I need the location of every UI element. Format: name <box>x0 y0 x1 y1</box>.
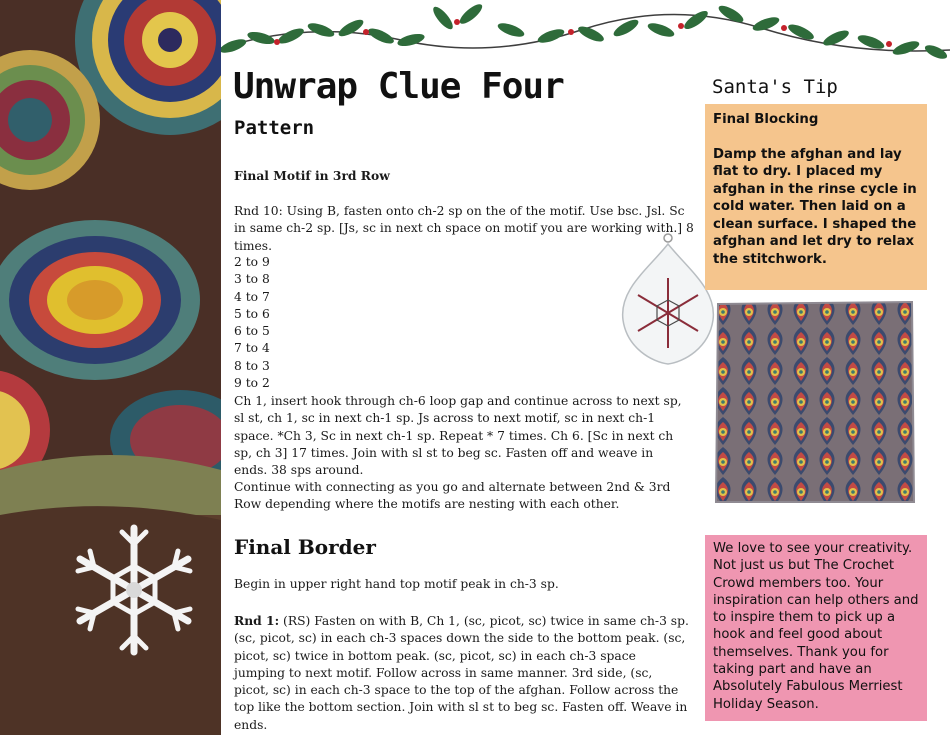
list-item: 2 to 9 <box>234 255 270 269</box>
rnd1-label: Rnd 1: <box>234 613 280 628</box>
santa-tip-title: Santa's Tip <box>712 76 838 98</box>
rnd1-text: (RS) Fasten on with B, Ch 1, (sc, picot, sc) twice in same ch-3 sp. (sc, picot, sc) in each ch-3 spaces down the side to the bottom peak. (sc, picot, sc) twice in bottom peak. (sc, picot, sc) in each ch-3 space jumping to next motif. Follow across in same manner. 3rd side, (sc, picot, sc) in each ch-3 space to the top of the afghan. Follow across the top like the bottom section. Join with sl st to beg sc. Fasten off. Weave in ends. <box>234 614 689 732</box>
ornament-icon <box>617 230 719 370</box>
list-item: 8 to 3 <box>234 358 270 373</box>
afghan-photo <box>710 296 920 508</box>
snowflake-icon <box>64 520 204 660</box>
tip-body: Damp the afghan and lay flat to dry. I placed my afghan in the rinse cycle in cold water. Then laid on a clean surface. I shaped the afghan and let dry to relax the stitchwork. <box>713 146 917 267</box>
rnd1-paragraph <box>234 612 689 734</box>
section-heading-border: Final Border <box>234 535 376 559</box>
border-intro-paragraph: Begin in upper right hand top motif peak in ch-3 sp. <box>234 577 559 591</box>
list-item: 9 to 2 <box>234 376 270 391</box>
list-item: 6 to 5 <box>234 324 270 339</box>
tip-heading: Final Blocking <box>713 112 819 127</box>
santa-tip-box <box>705 104 927 290</box>
ch1-paragraph: Ch 1, insert hook through ch-6 loop gap and continue across to next sp, sl st, ch 1, sc in next ch-1 sp. Js across to next motif, sc in next ch-1 space. *Ch 3, Sc in next ch-1 sp. Repeat * 7 times. Ch 6. [Sc in next ch sp, ch 3] 17 times. Join with sl st to beg sc. Fasten off and weave in ends. 38 sps around. <box>234 394 682 478</box>
list-item: 3 to 8 <box>234 272 270 287</box>
page-subtitle: Pattern <box>234 117 315 139</box>
rnd10-paragraph: Rnd 10: Using B, fasten onto ch-2 sp on the of the motif. Use bsc. Jsl. Sc in same ch-2 sp. [Js, sc in next ch space on motif you are working with.] 8 times. <box>234 204 694 253</box>
page-title: Unwrap Clue Four <box>233 66 564 107</box>
list-item: 4 to 7 <box>234 289 270 304</box>
section-heading-motif: Final Motif in 3rd Row <box>234 168 390 183</box>
list-item: 7 to 4 <box>234 341 270 356</box>
closing-message-box: We love to see your creativity. Not just us but The Crochet Crowd members too. Your inspiration can help others and to inspire them to pick up a hook and feel good about themselves. Thank you for taking part and have an Absolutely Fabulous Merriest Holiday Season. <box>705 535 927 721</box>
list-item: 5 to 6 <box>234 306 270 321</box>
continue-paragraph: Continue with connecting as you go and alternate between 2nd & 3rd Row depending where the motifs are nesting with each other. <box>234 480 671 512</box>
